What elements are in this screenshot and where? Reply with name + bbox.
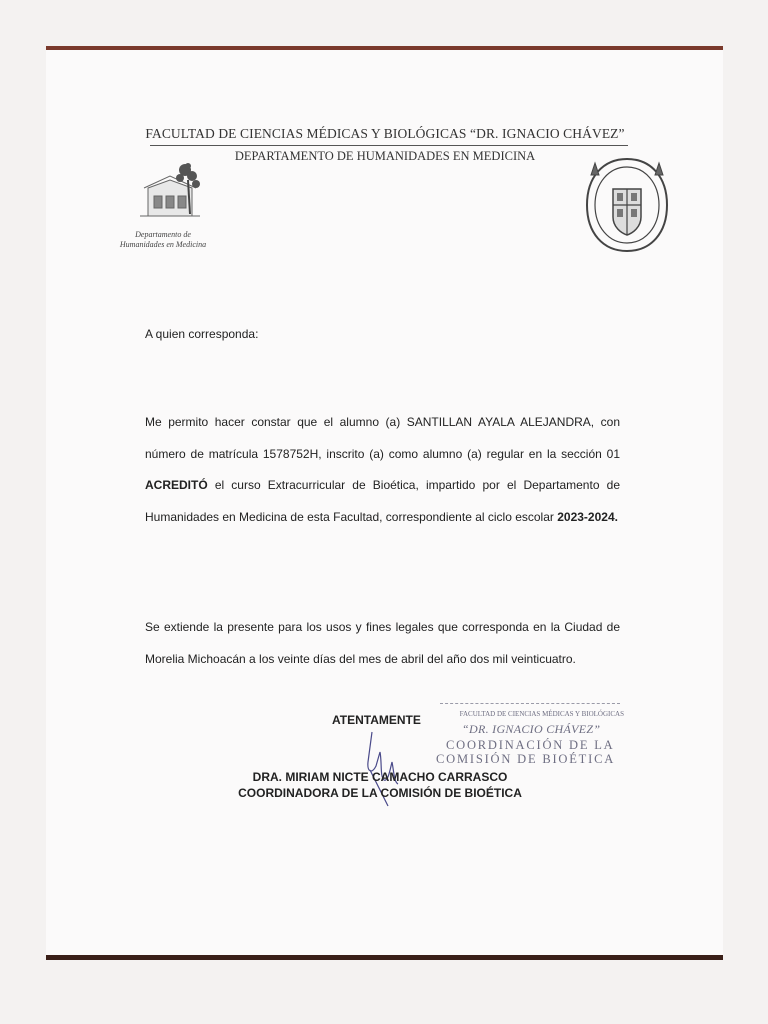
stamp-line4: COMISIÓN DE BIOÉTICA	[436, 752, 616, 766]
signer-role: COORDINADORA DE LA COMISIÓN DE BIOÉTICA	[238, 786, 522, 800]
stamp-line3: COORDINACIÓN DE LA	[446, 738, 615, 752]
certification-paragraph	[145, 407, 620, 533]
closing-atentamente: ATENTAMENTE	[332, 713, 421, 727]
header-divider	[150, 145, 628, 146]
stamp-line2: “DR. IGNACIO CHÁVEZ”	[462, 722, 601, 736]
salutation: A quien corresponda:	[145, 327, 259, 341]
logo-caption-line2: Humanidades en Medicina	[119, 240, 207, 249]
department-logo-caption	[108, 230, 218, 250]
stamp-top-border	[440, 703, 620, 704]
paragraph1-text-b: el curso Extracurricular de Bioética, impartido por el Departamento de Humanidades en Medicina de esta Facultad, correspondiente al ciclo escolar	[145, 478, 620, 524]
bottom-edge-bar	[46, 955, 723, 960]
coordination-stamp	[432, 705, 624, 773]
signer-name: DRA. MIRIAM NICTE CAMACHO CARRASCO	[252, 770, 508, 784]
department-subtitle: DEPARTAMENTO DE HUMANIDADES EN MEDICINA	[234, 149, 536, 163]
logo-caption-line1: Departamento de	[135, 230, 191, 239]
department-logo-icon	[130, 158, 210, 228]
paragraph1-text-a: Me permito hacer constar que el alumno (a) SANTILLAN AYALA ALEJANDRA, con número de matrícula 1578752H, inscrito (a) como alumno (a) regular en la sección 01	[145, 415, 620, 461]
university-seal-icon	[581, 155, 673, 255]
faculty-title: FACULTAD DE CIENCIAS MÉDICAS Y BIOLÓGICAS “DR. IGNACIO CHÁVEZ”	[145, 126, 625, 141]
accredited-word: ACREDITÓ	[145, 478, 208, 492]
school-year: 2023-2024.	[557, 509, 618, 524]
issuance-paragraph: Se extiende la presente para los usos y fines legales que corresponda en la Ciudad de Morelia Michoacán a los veinte días del mes de abril del año dos mil veinticuatro.	[145, 620, 620, 666]
stamp-line1: FACULTAD DE CIENCIAS MÉDICAS Y BIOLÓGICAS	[459, 710, 624, 718]
